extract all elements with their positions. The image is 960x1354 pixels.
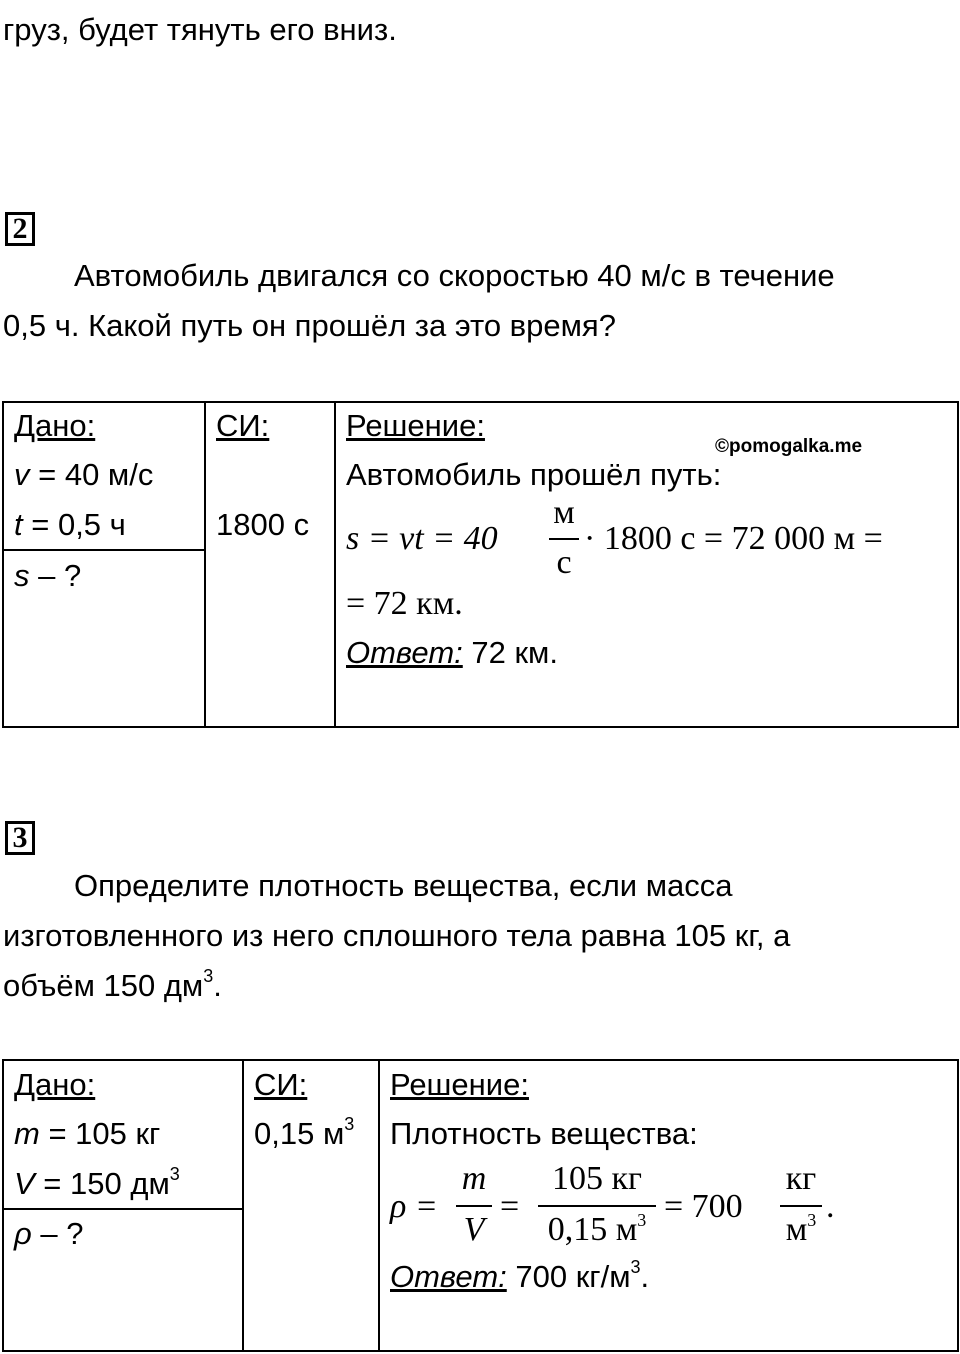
continuation-text: груз, будет тянуть его вниз.: [3, 12, 397, 47]
si-value: 0,15 $м^3$: [254, 1114, 355, 1151]
problem2-text-line1: Автомобиль двигался со скоростью 40 м/с в течение: [74, 258, 835, 293]
table-divider: [204, 401, 206, 728]
find-distance: s – ?: [14, 558, 82, 593]
watermark: ©pomogalka.me: [715, 436, 863, 457]
find-density: ρ – ?: [14, 1216, 84, 1251]
solution-text: Автомобиль прошёл путь:: [346, 457, 722, 492]
si-header: СИ:: [254, 1067, 308, 1102]
si-header: СИ:: [216, 408, 270, 443]
formula-line2: = 72 км.: [346, 585, 463, 622]
fraction2-bar: [538, 1205, 656, 1207]
fraction-numerator: м: [553, 494, 575, 531]
given-velocity: v = 40 м/с: [14, 457, 154, 492]
fraction3-numerator: кг: [785, 1160, 817, 1197]
fraction1-bar: [456, 1205, 492, 1207]
table-divider: [242, 1059, 244, 1352]
fraction1-denominator: V: [463, 1211, 485, 1248]
solution-header: Решение:: [390, 1067, 529, 1102]
formula-right: · 1800 с = 72 000 м =: [584, 520, 883, 557]
equals-sign: =: [500, 1188, 520, 1225]
solution-header: Решение:: [346, 408, 485, 443]
fraction-bar: [549, 538, 579, 540]
formula-end-dot: .: [826, 1188, 835, 1225]
given-volume: V = 150 $дм^3$: [14, 1164, 180, 1201]
problem2-text-line2: 0,5 ч. Какой путь он прошёл за это время?: [3, 308, 616, 343]
given-mass: m = 105 кг: [14, 1116, 161, 1151]
table-divider: [378, 1059, 380, 1352]
fraction2-numerator: 105 кг: [552, 1160, 642, 1197]
problem3-text-line1: Определите плотность вещества, если масса: [74, 868, 733, 903]
given-header: Дано:: [14, 408, 96, 443]
answer: Ответ: 72 км.: [346, 635, 558, 670]
formula-left: s = vt = 40: [346, 520, 498, 557]
problem3-text-line2: изготовленного из него сплошного тела равна 105 кг, а: [3, 918, 791, 953]
given-divider: [2, 549, 205, 551]
table-divider: [334, 401, 336, 728]
fraction2-denominator: 0,15 $м^3$: [547, 1210, 647, 1248]
si-value: 1800 с: [216, 507, 310, 542]
formula-rho: ρ =: [390, 1188, 438, 1225]
answer: Ответ: 700 $кг/м^3$.: [390, 1257, 650, 1294]
fraction-denominator: с: [556, 544, 572, 581]
solution-text: Плотность вещества:: [390, 1116, 698, 1151]
problem-number-3: 3: [5, 821, 35, 855]
given-time: t = 0,5 ч: [14, 507, 126, 542]
problem-number-2: 2: [5, 212, 35, 246]
given-header: Дано:: [14, 1067, 96, 1102]
problem3-text-line3: объём 150 $дм^3$.: [3, 966, 222, 1003]
fraction3-denominator: $м^3$: [785, 1210, 817, 1248]
fraction3-bar: [780, 1205, 822, 1207]
equals-700: = 700: [664, 1188, 743, 1225]
given-divider: [2, 1208, 243, 1210]
fraction1-numerator: m: [461, 1160, 487, 1197]
